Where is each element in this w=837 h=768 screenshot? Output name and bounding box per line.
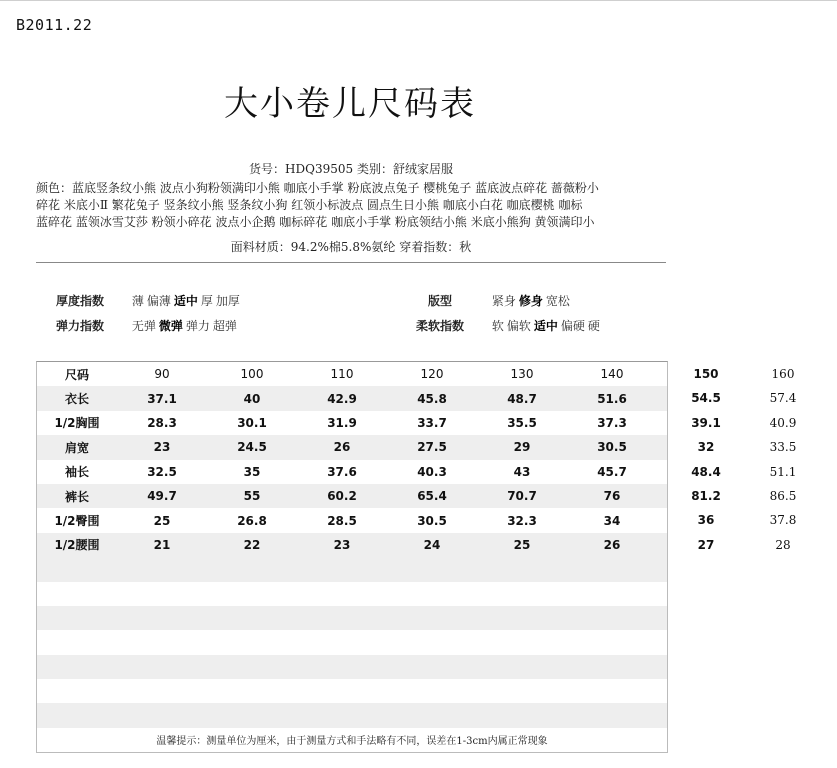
table-cell: 28.5 bbox=[327, 513, 357, 528]
table-cell: 32.3 bbox=[507, 513, 537, 528]
table-header-row bbox=[37, 362, 667, 386]
thickness-index bbox=[56, 292, 243, 309]
fabric-info: 面料材质：94.2%棉5.8%氨纶 穿着指数：秋 bbox=[230, 240, 472, 254]
table-cell: 42.9 bbox=[327, 391, 357, 406]
table-cell: 25 bbox=[153, 513, 171, 528]
table-cell: 23 bbox=[333, 537, 351, 552]
index-option: 硬 bbox=[587, 319, 600, 333]
index-option: 软 bbox=[491, 319, 504, 333]
top-rule bbox=[0, 0, 837, 1]
color-list-line: 碎花 米底小Ⅱ 繁花兔子 竖条纹小熊 竖条纹小狗 红领小标波点 圆点生日小熊 咖底小白花 咖底樱桃 咖标 bbox=[36, 198, 583, 212]
header-cell: 尺码 bbox=[64, 367, 89, 382]
table-cell: 45.8 bbox=[417, 391, 447, 406]
row-label: 肩宽 bbox=[64, 440, 89, 455]
table-cell: 40 bbox=[243, 391, 261, 406]
product-code: B2011.22 bbox=[16, 16, 93, 34]
softness-index bbox=[416, 317, 603, 334]
empty-row bbox=[37, 606, 667, 630]
index-label: 柔软指数 bbox=[416, 319, 465, 333]
table-cell: 24 bbox=[423, 537, 441, 552]
index-option: 薄 bbox=[131, 294, 144, 308]
table-cell: 48.7 bbox=[507, 391, 537, 406]
table-cell: 45.7 bbox=[597, 464, 627, 479]
index-label: 厚度指数 bbox=[56, 294, 105, 308]
table-cell: 28.3 bbox=[147, 415, 177, 430]
size-150-cell: 48.4 bbox=[691, 464, 721, 479]
table-cell: 30.1 bbox=[237, 415, 267, 430]
size-160-cell: 28 bbox=[775, 537, 791, 552]
page-title: 大小卷儿尺码表 bbox=[224, 84, 476, 124]
table-cell: 29 bbox=[513, 440, 531, 455]
table-cell: 55 bbox=[243, 489, 261, 504]
size-150-cell: 27 bbox=[697, 537, 715, 552]
size-160-cell: 57.4 bbox=[769, 391, 797, 406]
table-cell: 40.3 bbox=[417, 464, 447, 479]
item-info: 货号：HDQ39505 类别：舒绒家居服 bbox=[249, 162, 453, 176]
header-cell: 90 bbox=[154, 367, 170, 382]
measurement-note: 温馨提示：测量单位为厘米，由于测量方式和手法略有不同，误差在1-3cm内属正常现象 bbox=[156, 736, 548, 748]
table-cell: 22 bbox=[243, 537, 261, 552]
table-row bbox=[37, 435, 667, 459]
size-160-cell: 33.5 bbox=[769, 440, 797, 455]
table-cell: 32.5 bbox=[147, 464, 177, 479]
empty-row bbox=[37, 703, 667, 727]
size-150-cell: 39.1 bbox=[691, 415, 721, 430]
table-row bbox=[37, 460, 667, 484]
empty-row bbox=[37, 630, 667, 654]
table-row bbox=[37, 508, 667, 532]
table-cell: 43 bbox=[513, 464, 531, 479]
index-options bbox=[132, 294, 243, 308]
table-cell: 37.1 bbox=[147, 391, 177, 406]
empty-row bbox=[37, 679, 667, 703]
table-cell: 34 bbox=[603, 513, 621, 528]
size-table bbox=[36, 361, 668, 753]
index-label: 弹力指数 bbox=[56, 319, 105, 333]
fit-index bbox=[428, 292, 573, 309]
index-option: 偏硬 bbox=[560, 319, 585, 333]
table-cell: 60.2 bbox=[327, 489, 357, 504]
index-option-selected: 适中 bbox=[533, 319, 558, 333]
row-label: 1/2臀围 bbox=[54, 514, 100, 529]
table-cell: 26 bbox=[333, 440, 351, 455]
size-150-cell: 36 bbox=[697, 513, 715, 528]
table-cell: 76 bbox=[603, 489, 621, 504]
index-option: 无弹 bbox=[131, 319, 156, 333]
size-150-cell: 150 bbox=[693, 367, 719, 381]
size-160-cell: 51.1 bbox=[769, 464, 797, 479]
size-160-cell: 40.9 bbox=[769, 415, 797, 430]
index-option: 厚 bbox=[200, 294, 213, 308]
elasticity-index bbox=[56, 317, 240, 334]
table-cell: 65.4 bbox=[417, 489, 447, 504]
index-options bbox=[132, 319, 240, 333]
index-option-selected: 修身 bbox=[518, 294, 543, 308]
size-150-cell: 81.2 bbox=[691, 489, 721, 503]
table-row bbox=[37, 484, 667, 508]
header-cell: 140 bbox=[600, 367, 624, 382]
header-cell: 110 bbox=[330, 367, 354, 382]
table-cell: 30.5 bbox=[597, 440, 627, 455]
table-cell: 70.7 bbox=[507, 489, 537, 504]
index-option-selected: 适中 bbox=[173, 294, 198, 308]
index-option: 紧身 bbox=[491, 294, 516, 308]
table-cell: 24.5 bbox=[237, 440, 267, 455]
table-cell: 31.9 bbox=[327, 415, 357, 430]
table-row bbox=[37, 386, 667, 410]
index-option: 加厚 bbox=[215, 294, 240, 308]
size-160-cell: 37.8 bbox=[769, 513, 797, 528]
size-160-cell: 86.5 bbox=[769, 489, 797, 503]
table-cell: 37.6 bbox=[327, 464, 357, 479]
table-row bbox=[37, 533, 667, 557]
table-cell: 35.5 bbox=[507, 415, 537, 430]
table-cell: 33.7 bbox=[417, 415, 447, 430]
size-150-cell: 54.5 bbox=[691, 391, 721, 406]
table-cell: 49.7 bbox=[147, 489, 177, 504]
row-label: 衣长 bbox=[64, 392, 89, 407]
color-list-line: 颜色：蓝底竖条纹小熊 波点小狗粉领满印小熊 咖底小手掌 粉底波点兔子 樱桃兔子 蓝底波点碎花 蔷薇粉小 bbox=[36, 181, 599, 195]
table-cell: 37.3 bbox=[597, 415, 627, 430]
size-160-cell: 160 bbox=[771, 367, 795, 381]
row-label: 1/2胸围 bbox=[54, 416, 100, 431]
table-cell: 21 bbox=[153, 537, 171, 552]
row-label: 袖长 bbox=[64, 465, 89, 480]
size-150-cell: 32 bbox=[697, 440, 715, 455]
row-label: 1/2腰围 bbox=[54, 538, 100, 553]
empty-row bbox=[37, 655, 667, 679]
color-list bbox=[36, 180, 666, 231]
header-cell: 130 bbox=[510, 367, 534, 382]
header-cell: 120 bbox=[420, 367, 444, 382]
header-cell: 100 bbox=[240, 367, 264, 382]
table-cell: 35 bbox=[243, 464, 261, 479]
table-cell: 27.5 bbox=[417, 440, 447, 455]
empty-row bbox=[37, 582, 667, 606]
table-cell: 26 bbox=[603, 537, 621, 552]
empty-row bbox=[37, 557, 667, 581]
row-label: 裤长 bbox=[64, 489, 89, 504]
table-row bbox=[37, 411, 667, 435]
divider bbox=[36, 262, 666, 263]
index-option: 宽松 bbox=[545, 294, 570, 308]
table-cell: 51.6 bbox=[597, 391, 627, 406]
table-cell: 25 bbox=[513, 537, 531, 552]
index-label: 版型 bbox=[428, 294, 453, 308]
color-list-line: 蓝碎花 蓝领冰雪艾莎 粉领小碎花 波点小企鹅 咖标碎花 咖底小手掌 粉底领结小熊 米底小熊狗 黄领满印小 bbox=[36, 215, 595, 229]
table-cell: 30.5 bbox=[417, 513, 447, 528]
index-option: 超弹 bbox=[212, 319, 237, 333]
index-option: 偏软 bbox=[506, 319, 531, 333]
table-cell: 26.8 bbox=[237, 513, 267, 528]
index-option-selected: 微弹 bbox=[158, 319, 183, 333]
index-options bbox=[492, 294, 573, 308]
index-option: 弹力 bbox=[185, 319, 210, 333]
index-option: 偏薄 bbox=[146, 294, 171, 308]
index-options bbox=[492, 319, 603, 333]
table-cell: 23 bbox=[153, 440, 171, 455]
